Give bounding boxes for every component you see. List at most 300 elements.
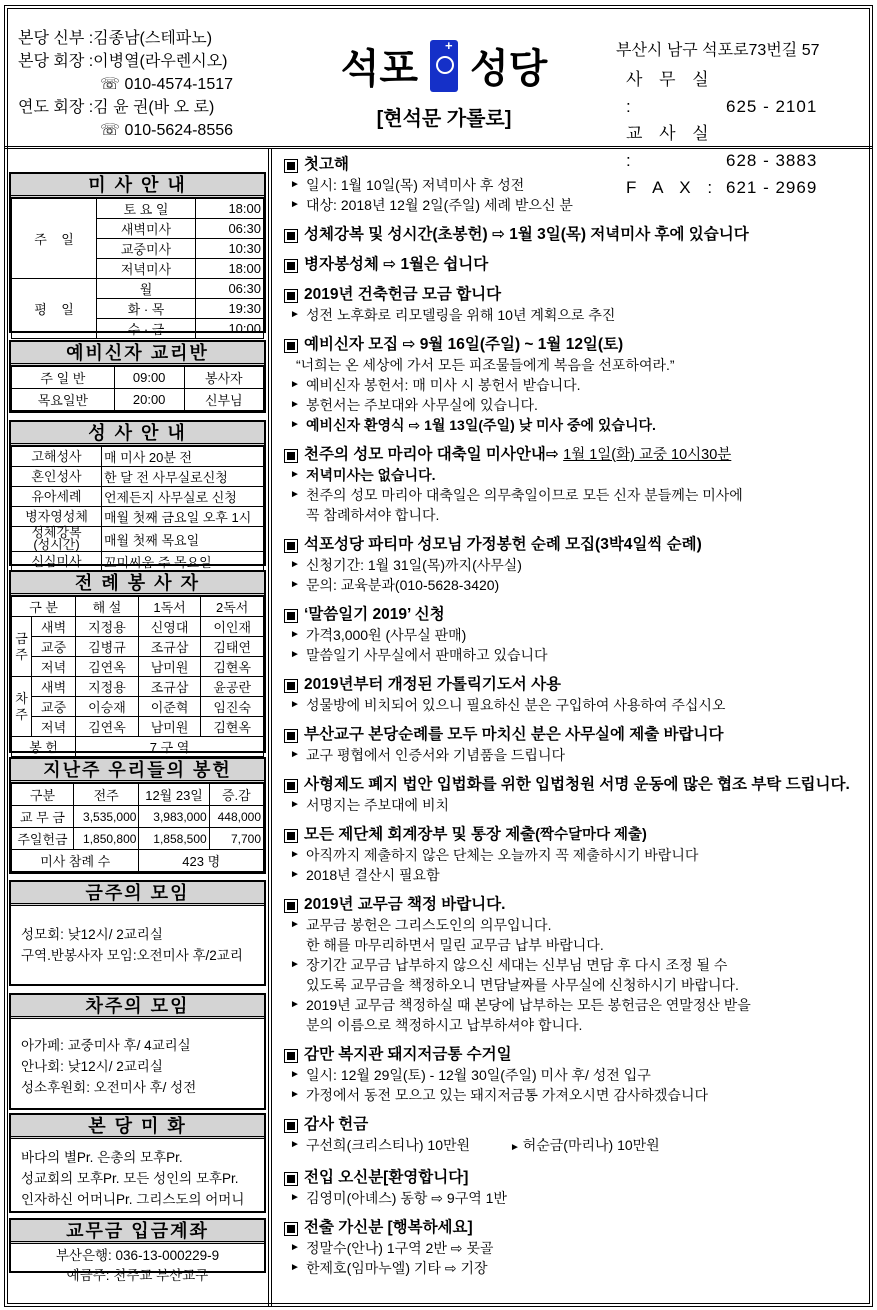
notice-item xyxy=(282,555,867,575)
box-title: 본 당 미 화 xyxy=(11,1115,264,1139)
notice-title xyxy=(282,255,867,275)
staff-phone xyxy=(18,73,233,96)
table-row xyxy=(12,617,264,637)
box-account xyxy=(9,1218,266,1283)
notice-item-text: 장기간 교무금 납부하지 않으신 세대는 신부님 면담 후 다시 조정 될 수 xyxy=(306,957,728,973)
bullet-arrow-icon: ► xyxy=(290,199,300,210)
notice-title xyxy=(282,335,867,355)
table-row xyxy=(12,367,264,389)
notice-item xyxy=(282,375,867,395)
notice-item-text: 성물방에 비치되어 있으니 필요하신 분은 구입하여 사용하여 주십시오 xyxy=(306,697,726,713)
notice-title-text: 2019년 건축헌금 모금 합니다 xyxy=(304,286,502,303)
notice-section xyxy=(282,1218,867,1278)
table-row xyxy=(12,467,264,487)
bullet-arrow-icon: ► xyxy=(290,649,300,660)
notice-item xyxy=(282,505,867,525)
box-title: 미 사 안 내 xyxy=(11,174,264,198)
notice-title-text: 2019년 교무금 책정 바랍니다. xyxy=(304,896,506,913)
notice-item xyxy=(282,625,867,645)
notice-item-text: 가격3,000원 (사무실 판매) xyxy=(306,627,467,643)
sacrament-name: 고해성사 xyxy=(12,447,102,467)
staff-president xyxy=(18,50,233,73)
notice-section xyxy=(282,285,867,325)
notice-title xyxy=(282,1168,867,1188)
mass-time: 19:30 xyxy=(196,299,264,319)
mass-name: 저녁미사 xyxy=(97,259,196,279)
sacrament-info: 매월 첫째 목요일 xyxy=(102,527,264,552)
mass-name: 화 · 목 xyxy=(97,299,196,319)
servers-table xyxy=(11,596,264,757)
notice-item-text: 일시: 1월 10일(목) 저녁미사 후 성전 xyxy=(306,177,525,193)
notice-item-text: 정말수(안나) 1구역 2반 ⇨ 못골 xyxy=(306,1240,494,1256)
bullet-arrow-icon: ► xyxy=(290,1139,300,1150)
notice-item-text: 가정에서 동전 모으고 있는 돼지저금통 가져오시면 감사하겠습니다 xyxy=(306,1087,709,1103)
table-cell: 지정용 xyxy=(76,677,139,697)
notice-item xyxy=(282,1065,867,1085)
table-cell: 3,535,000 xyxy=(73,806,138,828)
sacrament-name: 신심미사 xyxy=(12,552,102,572)
table-cell: 신부님 xyxy=(184,389,263,411)
church-name-part: 석포 xyxy=(340,47,418,91)
notice-item-text: 성전 노후화로 리모델링을 위해 10년 계획으로 추진 xyxy=(306,307,616,323)
sacrament-info: 꼬미씨움 주 목요일 xyxy=(102,552,264,572)
table-cell: 김연옥 xyxy=(76,717,139,737)
bullet-arrow-icon: ► xyxy=(290,419,300,430)
notice-section xyxy=(282,445,867,525)
notice-title-text: 병자봉성체 ⇨ 1월은 쉽니다 xyxy=(304,256,489,273)
mass-schedule-table xyxy=(11,198,264,339)
sacrament-info: 언제든지 사무실로 신청 xyxy=(102,487,264,507)
flowers-line: 바다의 별Pr. 은총의 모후Pr. xyxy=(21,1150,183,1165)
table-cell: 남미원 xyxy=(138,717,201,737)
bullet-arrow-icon: ► xyxy=(290,1192,300,1203)
phone-icon: ☏ xyxy=(100,76,121,93)
table-row xyxy=(12,527,264,552)
table-cell: 7,700 xyxy=(209,828,263,850)
table-row xyxy=(12,677,264,697)
box-next-week xyxy=(9,993,266,1110)
notice-item xyxy=(282,195,867,215)
sacrament-name: 성체강복 (성시간) xyxy=(12,527,102,552)
notice-section xyxy=(282,675,867,715)
notice-title xyxy=(282,285,867,305)
notice-item-text: 아직까지 제출하지 않은 단체는 오늘까지 꼭 제출하시기 바랍니다 xyxy=(306,847,699,863)
box-title: 전 례 봉 사 자 xyxy=(11,572,264,596)
table-row xyxy=(12,389,264,411)
column-header: 구분 xyxy=(12,784,74,806)
table-cell: 교중 xyxy=(32,637,76,657)
mass-time: 18:00 xyxy=(196,199,264,219)
table-row xyxy=(12,806,264,828)
notice-title xyxy=(282,675,867,695)
staff-value: 김 윤 권(바 오 로) xyxy=(93,99,215,116)
table-cell: 448,000 xyxy=(209,806,263,828)
bullet-arrow-icon: ► xyxy=(290,579,300,590)
table-cell: 교 무 금 xyxy=(12,806,74,828)
mass-time: 06:30 xyxy=(196,219,264,239)
notice-item xyxy=(282,995,867,1015)
bullet-arrow-icon: ► xyxy=(290,1242,300,1253)
table-row xyxy=(12,737,264,757)
next-week-line: 아가페: 교중미사 후/ 4교리실 xyxy=(21,1038,191,1053)
table-cell: 1,858,500 xyxy=(139,828,209,850)
notice-item-text: 2018년 결산시 필요함 xyxy=(306,867,440,883)
table-header-row xyxy=(12,597,264,617)
notice-item xyxy=(282,645,867,665)
notice-section xyxy=(282,605,867,665)
notice-item-text: “너희는 온 세상에 가서 모든 피조물들에게 복음을 선포하여라.” xyxy=(296,357,675,373)
notice-item xyxy=(282,955,867,975)
notice-title xyxy=(282,535,867,555)
notice-item xyxy=(282,305,867,325)
notice-item-text: 저녁미사는 없습니다. xyxy=(306,467,436,483)
notice-section xyxy=(282,725,867,765)
table-row xyxy=(12,447,264,467)
flowers-line: 성교회의 모후Pr. 모든 성인의 모후Pr. xyxy=(21,1171,239,1186)
bullet-arrow-icon: ► xyxy=(290,399,300,410)
this-week-body xyxy=(11,906,264,984)
table-cell: 김현옥 xyxy=(201,657,264,677)
notices-column xyxy=(282,155,867,1278)
notice-item-text: 구선희(크리스티나) 10만원 xyxy=(306,1137,471,1153)
notice-section xyxy=(282,1168,867,1208)
notice-section xyxy=(282,255,867,275)
table-header-row xyxy=(12,784,264,806)
phone-number: 010-5624-8556 xyxy=(124,122,234,139)
mass-group-label: 평 일 xyxy=(12,279,97,339)
staff-value: 김종남(스테파노) xyxy=(93,30,213,47)
sacrament-info: 매 미사 20분 전 xyxy=(102,447,264,467)
notice-title xyxy=(282,155,867,175)
bullet-arrow-icon: ► xyxy=(290,959,300,970)
table-cell: 주 일 반 xyxy=(12,367,115,389)
table-cell: 남미원 xyxy=(138,657,201,677)
contact-row xyxy=(616,66,820,120)
box-flowers xyxy=(9,1113,266,1213)
contact-label: F A X : xyxy=(626,178,719,197)
notice-item xyxy=(282,485,867,505)
bullet-arrow-icon: ► xyxy=(290,749,300,760)
staff-label: 연도 회장 : xyxy=(18,99,94,116)
notice-item xyxy=(282,395,867,415)
notice-section xyxy=(282,1115,867,1158)
bullet-arrow-icon: ► xyxy=(290,559,300,570)
notice-item xyxy=(282,1085,867,1105)
box-title: 지난주 우리들의 봉헌 xyxy=(11,759,264,783)
table-row xyxy=(12,552,264,572)
notice-item xyxy=(282,575,867,595)
sacrament-name: 유아세례 xyxy=(12,487,102,507)
bullet-arrow-icon: ► xyxy=(290,999,300,1010)
mass-time: 10:30 xyxy=(196,239,264,259)
notice-section xyxy=(282,775,867,815)
table-cell: 임진숙 xyxy=(201,697,264,717)
notice-item-text: 일시: 12월 29일(토) - 12월 30일(주일) 미사 후/ 성전 입구 xyxy=(306,1067,651,1083)
table-cell: 09:00 xyxy=(114,367,184,389)
table-row xyxy=(12,487,264,507)
notice-item xyxy=(282,1258,867,1278)
table-cell: 교중 xyxy=(32,697,76,717)
next-week-body xyxy=(11,1019,264,1108)
sacraments-table xyxy=(11,446,264,572)
box-title: 성 사 안 내 xyxy=(11,422,264,446)
table-cell: 김연옥 xyxy=(76,657,139,677)
account-line: 예금주: 천주교 부산교구 xyxy=(66,1268,209,1283)
notice-title-text: 예비신자 모집 ⇨ 9월 16일(주일) ~ 1월 12일(토) xyxy=(304,336,624,353)
box-catechumen xyxy=(9,340,266,413)
phone-icon: ☏ xyxy=(100,122,121,139)
notice-title-text: 부산교구 본당순례를 모두 마치신 분은 사무실에 제출 바랍니다 xyxy=(304,726,724,743)
column-header: 전주 xyxy=(73,784,138,806)
notice-title-text: 전출 가신분 [행복하세요] xyxy=(304,1219,473,1236)
mass-name: 교중미사 xyxy=(97,239,196,259)
bullet-arrow-icon: ► xyxy=(290,1089,300,1100)
next-week-line: 안나회: 낮12시/ 2교리실 xyxy=(21,1059,163,1074)
notice-item xyxy=(282,175,867,195)
notice-item-text: 한제호(임마누엘) 기타 ⇨ 기장 xyxy=(306,1260,488,1276)
address: 부산시 남구 석포로73번길 57 xyxy=(616,42,820,59)
notice-item-text: 교구 평협에서 인증서와 기념품을 드립니다 xyxy=(306,747,565,763)
table-cell: 김태연 xyxy=(201,637,264,657)
notice-section xyxy=(282,825,867,885)
mass-group-label: 주 일 xyxy=(12,199,97,279)
table-cell: 목요일반 xyxy=(12,389,115,411)
mass-name: 토 요 일 xyxy=(97,199,196,219)
table-row xyxy=(12,199,264,219)
box-sacraments xyxy=(9,420,266,570)
church-brand xyxy=(319,37,569,131)
notice-title xyxy=(282,445,867,465)
box-title: 차주의 모임 xyxy=(11,995,264,1019)
table-row xyxy=(12,717,264,737)
notice-section xyxy=(282,335,867,435)
column-header: 1독서 xyxy=(138,597,201,617)
contact-value: 621 - 2969 xyxy=(726,178,818,197)
table-cell: 조규삼 xyxy=(138,677,201,697)
staff-label: 본당 회장 : xyxy=(18,53,94,70)
staff-list xyxy=(18,27,233,142)
notice-item xyxy=(282,415,867,435)
bullet-arrow-icon: ► xyxy=(290,919,300,930)
notice-item-text: 허순금(마리나) 10만원 xyxy=(522,1137,660,1153)
contact-value: 625 - 2101 xyxy=(726,97,818,116)
notice-item-text: 서명지는 주보대에 비치 xyxy=(306,797,450,813)
table-row xyxy=(12,697,264,717)
notice-item xyxy=(282,1135,867,1158)
notice-section xyxy=(282,1045,867,1105)
notice-title-text: ‘말씀일기 2019’ 신청 xyxy=(304,606,445,623)
notice-title-suffix: (짝수달마다 제출) xyxy=(535,827,647,843)
notice-item-text: 대상: 2018년 12월 2일(주일) 세례 받으신 분 xyxy=(306,197,573,213)
offering-value: 7 구 역 xyxy=(76,737,264,757)
attendance-value: 423 명 xyxy=(139,850,264,872)
notice-title-text: 첫고해 xyxy=(304,156,349,173)
catechumen-table xyxy=(11,366,264,411)
notice-item-text: 꼭 참례하셔야 합니다. xyxy=(306,507,440,523)
table-cell: 1,850,800 xyxy=(73,828,138,850)
notice-item xyxy=(282,865,867,885)
table-cell: 신영대 xyxy=(138,617,201,637)
column-header: 2독서 xyxy=(201,597,264,617)
mass-name: 수 · 금 xyxy=(97,319,196,339)
table-row xyxy=(12,507,264,527)
table-cell: 이인재 xyxy=(201,617,264,637)
notice-item-text: 문의: 교육분과(010-5628-3420) xyxy=(306,577,500,593)
account-line: 부산은행: 036-13-000229-9 xyxy=(55,1248,220,1263)
mass-name: 새벽미사 xyxy=(97,219,196,239)
bullet-arrow-icon: ► xyxy=(290,1262,300,1273)
notice-item xyxy=(282,915,867,935)
notice-title xyxy=(282,725,867,745)
contact-value: 628 - 3883 xyxy=(726,151,818,170)
staff-phone xyxy=(18,119,233,142)
account-body xyxy=(11,1244,264,1288)
notice-title-text: 감만 복지관 돼지저금통 수거일 xyxy=(304,1046,512,1063)
notice-title xyxy=(282,1115,867,1135)
bullet-arrow-icon: ► xyxy=(290,629,300,640)
this-week-line: 구역.반봉사자 모임:오전미사 후/2교리 xyxy=(21,948,243,963)
notice-item xyxy=(282,935,867,955)
table-cell: 김현옥 xyxy=(201,717,264,737)
table-cell: 조규삼 xyxy=(138,637,201,657)
notice-item xyxy=(282,1188,867,1208)
notice-title-text: 성체강복 및 성시간(초봉헌) ⇨ 1월 3일(목) 저녁미사 후에 있습니다 xyxy=(304,226,749,243)
notice-title-text: 사형제도 폐지 법안 입법화를 위한 입법청원 서명 운동에 많은 협조 부탁 드립니다. xyxy=(304,776,850,793)
box-servers xyxy=(9,570,266,753)
box-this-week xyxy=(9,880,266,986)
church-name-part: 성당 xyxy=(470,47,548,91)
table-row xyxy=(12,850,264,872)
mass-name: 월 xyxy=(97,279,196,299)
table-cell: 김병규 xyxy=(76,637,139,657)
flowers-line: 인자하신 어머니Pr. 그리스도의 어머니 xyxy=(21,1192,245,1207)
notice-item-text: 한 해를 마무리하면서 밀린 교무금 납부 바랍니다. xyxy=(306,937,604,953)
notice-item xyxy=(282,695,867,715)
notice-title-text: 모든 제단체 회계장부 및 통장 제출 xyxy=(304,826,536,843)
notice-title xyxy=(282,1218,867,1238)
bullet-arrow-icon: ► xyxy=(290,1069,300,1080)
notice-title-text: 석포성당 파티마 성모님 가정봉헌 순례 모집(3박4일씩 순례) xyxy=(304,536,702,553)
next-week-line: 성소후원회: 오전미사 후/ 성전 xyxy=(21,1080,197,1095)
bullet-arrow-icon: ► xyxy=(290,849,300,860)
bullet-arrow-icon: ► xyxy=(290,699,300,710)
sacrament-info: 한 달 전 사무실로신청 xyxy=(102,467,264,487)
notice-item xyxy=(282,465,867,485)
notice-title xyxy=(282,825,867,845)
this-week-line: 성모회: 낮12시/ 2교리실 xyxy=(21,927,163,942)
mass-time: 06:30 xyxy=(196,279,264,299)
notice-item-text: 천주의 성모 마리아 대축일은 의무축일이므로 모든 신자 분들께는 미사에 xyxy=(306,487,743,503)
notice-item xyxy=(282,355,867,375)
notice-title xyxy=(282,225,867,245)
offering-table xyxy=(11,783,264,872)
box-title: 예비신자 교리반 xyxy=(11,342,264,366)
bullet-arrow-icon: ► xyxy=(510,1142,523,1153)
sacrament-name: 병자영성체 xyxy=(12,507,102,527)
notice-item-text: 김영미(아녜스) 동항 ⇨ 9구역 1반 xyxy=(306,1190,507,1206)
notice-title xyxy=(282,775,867,795)
staff-value: 이병열(라우렌시오) xyxy=(93,53,228,70)
notice-item xyxy=(282,745,867,765)
contact-label: 교 사 실 : xyxy=(626,124,715,170)
church-logo-icon xyxy=(430,40,458,92)
notice-title xyxy=(282,1045,867,1065)
table-cell: 저녁 xyxy=(32,657,76,677)
table-row xyxy=(12,279,264,299)
box-offering xyxy=(9,757,266,874)
table-cell: 지정용 xyxy=(76,617,139,637)
notice-item-text: 교무금 봉헌은 그리스도인의 의무입니다. xyxy=(306,917,552,933)
staff-yeondo xyxy=(18,96,233,119)
column-header: 12월 23일 xyxy=(139,784,209,806)
box-title: 금주의 모임 xyxy=(11,882,264,906)
notice-title-text: 감사 헌금 xyxy=(304,1116,369,1133)
church-subtitle: [현석문 가롤로] xyxy=(376,108,512,130)
phone-number: 010-4574-1517 xyxy=(124,76,234,93)
bullet-arrow-icon: ► xyxy=(290,309,300,320)
box-mass xyxy=(9,172,266,337)
table-cell: 이준혁 xyxy=(138,697,201,717)
sacrament-info: 매월 첫째 금요일 오후 1시 xyxy=(102,507,264,527)
table-cell: 3,983,000 xyxy=(139,806,209,828)
notice-section xyxy=(282,895,867,1035)
table-cell: 주일헌금 xyxy=(12,828,74,850)
contact-label: 사 무 실 : xyxy=(626,70,715,116)
table-cell: 봉사자 xyxy=(184,367,263,389)
notice-item xyxy=(282,1238,867,1258)
box-title: 교무금 입금계좌 xyxy=(11,1220,264,1244)
notice-item-text: 봉헌서는 주보대와 사무실에 있습니다. xyxy=(306,397,538,413)
notice-item xyxy=(282,975,867,995)
table-cell: 이승재 xyxy=(76,697,139,717)
notice-title-text: 2019년부터 개정된 가톨릭기도서 사용 xyxy=(304,676,562,693)
sacrament-name: 혼인성사 xyxy=(12,467,102,487)
table-cell: 새벽 xyxy=(32,617,76,637)
mass-time: 18:00 xyxy=(196,259,264,279)
staff-label: 본당 신부 : xyxy=(18,30,94,47)
notice-section xyxy=(282,535,867,595)
table-row xyxy=(12,637,264,657)
column-header: 증.감 xyxy=(209,784,263,806)
table-cell: 새벽 xyxy=(32,677,76,697)
column-divider xyxy=(268,149,272,1307)
bullet-arrow-icon: ► xyxy=(290,869,300,880)
notice-section xyxy=(282,155,867,215)
notice-item-text: 있도록 교무금을 책정하오니 면담날짜를 사무실에 신청하시기 바랍니다. xyxy=(306,977,739,993)
offering-label: 봉 헌 xyxy=(12,737,76,757)
bullet-arrow-icon: ► xyxy=(290,379,300,390)
notice-section xyxy=(282,225,867,245)
notice-item-text: 말씀일기 사무실에서 판매하고 있습니다 xyxy=(306,647,548,663)
notice-item-text: 예비신자 환영식 ⇨ 1월 13일(주일) 낮 미사 중에 있습니다. xyxy=(306,417,656,433)
notice-item-text: 신청기간: 1월 31일(목)까지(사무실) xyxy=(306,557,522,573)
notice-title xyxy=(282,605,867,625)
table-cell: 저녁 xyxy=(32,717,76,737)
column-header: 해 설 xyxy=(76,597,139,617)
bullet-arrow-icon: ► xyxy=(290,469,300,480)
notice-title-text: 전입 오신분[환영합니다] xyxy=(304,1169,469,1186)
notice-title xyxy=(282,895,867,915)
table-row xyxy=(12,828,264,850)
notice-item-text: 예비신자 봉헌서: 매 미사 시 봉헌서 받습니다. xyxy=(306,377,581,393)
bullet-arrow-icon: ► xyxy=(290,179,300,190)
week-label: 금 주 xyxy=(12,617,32,677)
notice-item-text: 2019년 교무금 책정하실 때 본당에 납부하는 모든 봉헌금은 연말정산 받을 xyxy=(306,997,751,1013)
notice-highlight: 1월 1일(화) 교중 10시30분 xyxy=(563,447,732,463)
notice-item xyxy=(282,795,867,815)
bullet-arrow-icon: ► xyxy=(290,799,300,810)
bullet-arrow-icon: ► xyxy=(290,489,300,500)
